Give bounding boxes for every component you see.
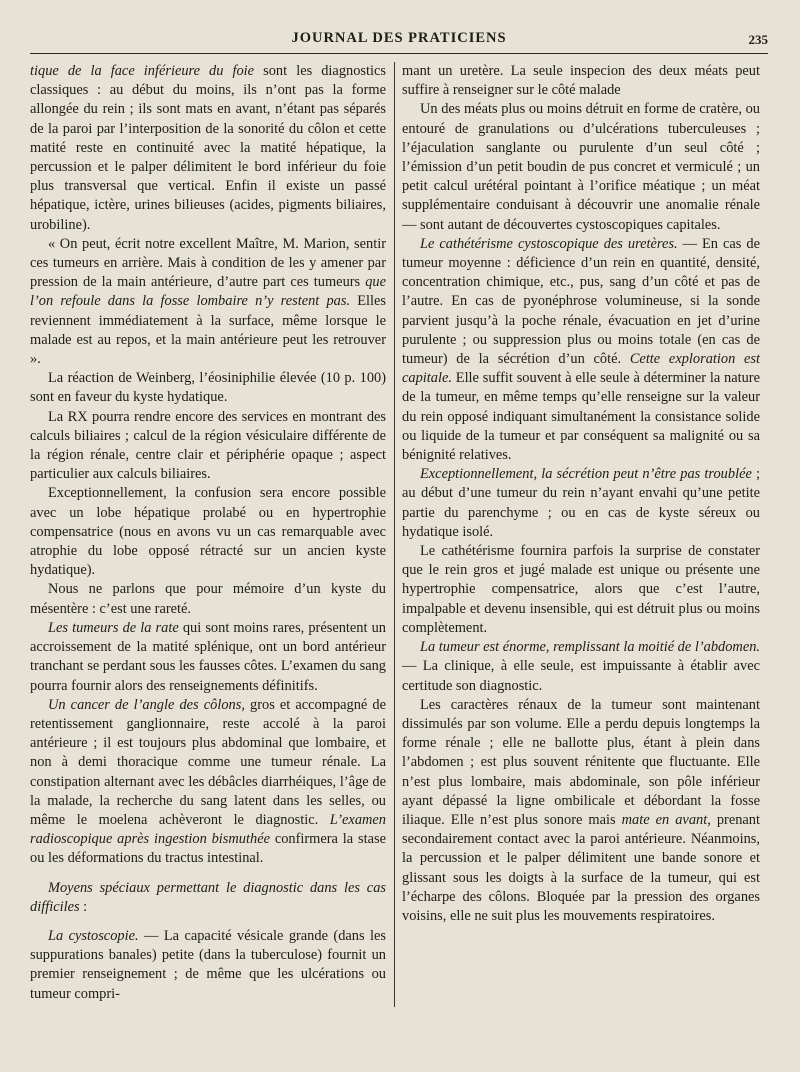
left-column [30,62,386,1062]
text-run: Le cathétérisme fournira parfois la surprise de constater que le rein gros et jugé malade est unique ou présente une hypertrophie compensatrice, alors que c’est l’autre, impalpable et devenu insensible, qui est détruit plus ou moins complètement. [402,543,760,636]
text-run: — La capacité vésicale grande (dans les suppurations banales) petite (dans la tuberculose) fournit un premier renseignement ; de même que les ulcérations ou tumeur compri- [30,927,386,1002]
text-run: qui sont moins rares, présentent un accroissement de la matité splénique, ont un bord antérieur tranchant se perdant sous les fausses côtes. L’examen du sang pourra fournir alors des renseignements définitifs. [30,619,386,694]
italic-text: L’examen radioscopique après ingestion bismuthée [30,811,386,848]
text-run: — En cas de tumeur moyenne : déficience d’un rein en quantité, densité, concentration chimique, etc., pus, sang d’un côté et pas de l’autre. En cas de pyonéphrose volumineuse, si la sonde parvient jusqu’à la poche rénale, évacuation en jet d’urine purulente ; ou suppression plus ou moins totale (en cas de tumeur) de la sécrétion d’un côté. [402,235,760,368]
text-run: Exceptionnellement, la confusion sera encore possible avec un lobe hépatique prolabé ou en hypertrophie compensatrice (nous en avons vu un cas remarquable avec atrophie du lobe opposé rétracté sur un ancien kyste hydatique). [30,485,386,579]
text-run: La RX pourra rendre encore des services en montrant des calculs biliaires ; calcul de la région vésiculaire différente de la région rénale, centre clair et périphérie opaque ; aspect particulier aux calculs biliaires. [30,408,386,483]
text-run: Nous ne parlons que pour mémoire d’un kyste du mésentère : c’est une rareté. [30,581,386,617]
paragraph [30,235,386,369]
page-number: 235 [748,32,768,47]
italic-text: Un cancer de l’angle des côlons, [48,696,245,713]
text-run: Un des méats plus ou moins détruit en forme de cratère, ou entouré de granulations ou d’ulcérations tuberculeuses ; l’éjaculation sanglante ou purulente d’un seul côté ; l’émission d’un petit boudin de pus concret et vermiculé ; un petit calcul urétéral pointant à l’orifice méatique ; un méat supplémentaire conduisant à découvrir une anomalie rénale — sont autant de découvertes cystoscopiques capitales. [402,101,760,233]
header-rule [30,53,768,54]
paragraph [402,542,760,638]
italic-text: Les tumeurs de la rate [48,619,179,636]
italic-text: que l’on refoule dans la fosse lombaire n’y restent pas. [30,274,386,310]
italic-text: tique de la face inférieure du foie [30,63,255,79]
text-run: mant un uretère. La seule inspecion des deux méats peut suffire à renseigner sur le côté malade [402,63,760,99]
paragraph [30,408,386,485]
paragraph [30,696,386,869]
italic-text: Exceptionnellement, la sécrétion peut n’être pas troublée [420,466,752,483]
text-run: « On peut, écrit notre excellent Maître, M. Marion, sentir ces tumeurs en arrière. Mais à condition de les y amener par pression de la main antérieure, d’autre part ces tumeurs [30,235,386,291]
italic-text: mate en avant, [621,811,711,828]
paragraph [30,619,386,696]
right-column [402,62,760,1062]
paragraph [402,62,760,100]
paragraph [402,696,760,926]
text-run: confirmera la stase ou les déformations du tractus intestinal. [30,831,386,867]
paragraph [402,638,760,696]
text-run: Elle suffit souvent à elle seule à déterminer la nature de la tumeur, en même temps qu’elle renseigne sur la valeur du rein opposé indiquant simultanément la consistance solide ou liquide de la tumeur et par conséquent sa malignité ou sa bénignité relatives. [402,370,760,464]
paragraph [30,62,386,235]
running-header [30,28,768,52]
text-run: La réaction de Weinberg, l’éosiniphilie élevée (10 p. 100) sont en faveur du kyste hydatique. [30,370,386,406]
text-run: gros et accompagné de retentissement ganglionnaire, reste accolé à la paroi antérieure ; il est toujours plus abdominal que lombaire, et non à demi thoracique comme une tumeur rénale. La constipation alternant avec les débâcles diarrhéiques, l’âge de la malade, la recherche du sang latent dans les selles, ou même le moelena achèveront le diagnostic. [30,696,386,828]
paragraph [30,927,386,1004]
italic-text: La cystoscopie. [48,927,139,944]
italic-text: Le cathétérisme cystoscopique des uretères. [420,235,678,252]
text-run: sont les diagnostics classiques : au début du moins, ils n’ont pas la forme allongée du rein ; ils sont mats en avant, n’étant pas séparés de la paroi par l’interposition de la sonorité du côlon et cette matité reste en continuité avec la matité hépatique, la percussion et le palper délimitent le bord inférieur du foie plus transversal que vertical. Enfin il existe un passé hépatique, ictère, urines bilieuses (acides, pigments biliaires, urobiline). [30,63,386,233]
italic-text: Cette exploration est capitale. [402,351,760,387]
journal-title: JOURNAL DES PRATICIENS [291,30,507,46]
paragraph [30,369,386,407]
column-divider [394,62,395,1007]
paragraph [402,100,760,234]
paragraph [402,465,760,542]
paragraph [30,580,386,618]
paragraph [30,879,386,917]
italic-text: Moyens spéciaux permettant le diagnostic dans les cas difficiles [30,879,386,915]
text-run: Les caractères rénaux de la tumeur sont maintenant dissimulés par son volume. Elle a perdu depuis longtemps la forme rénale ; elle ne ballotte plus, étant à plein dans l’abdomen ; est plus souvent rénitente que fluctuante. Elle n’est plus lombaire, mais abdominale, son pôle inférieur ayant dépassé la ligne ombilicale et débordant la fosse iliaque. Elle n’est plus sonore mais [402,696,760,828]
text-run: : [79,898,88,915]
italic-text: La tumeur est énorme, remplissant la moitié de l’abdomen. [420,639,760,656]
text-run: — La clinique, à elle seule, est impuissante à établir avec certitude son diagnostic. [402,658,760,694]
text-run: ; au début d’une tumeur du rein n’ayant envahi qu’une petite partie du parenchyme ; ou en cas de kyste séreux ou hydatique isolé. [402,466,760,540]
text-run: prenant secondairement contact avec la paroi antérieure. Néanmoins, la percussion et le palper délimitent une bande sonore et glissant sous les doigts à la surface de la tumeur, qui est l’écharpe des côlons. Bloquée par la pression des organes voisins, elle ne suit plus les mouvements respiratoires. [402,811,760,924]
paragraph [402,235,760,465]
text-run: Elles reviennent immédiatement à la surface, même lorsque le malade est au repos, et la main antérieure peut les retrouver ». [30,293,386,368]
paragraph [30,484,386,580]
